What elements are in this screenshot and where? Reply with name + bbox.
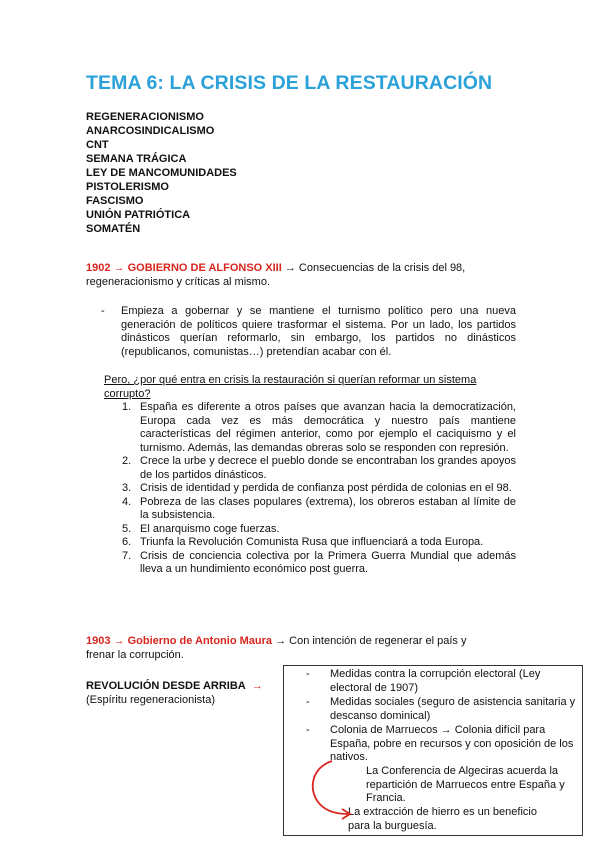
keyword: ANARCOSINDICALISMO	[86, 125, 215, 137]
keyword: REGENERACIONISMO	[86, 111, 204, 123]
list-item: 7. Crisis de conciencia colectiva por la Primera Guerra Mundial que además lleva a un hundimiento económico post guerra.	[122, 549, 516, 575]
revolucion-subtitle: (Espíritu regeneracionista)	[86, 693, 216, 706]
keyword: FASCISMO	[86, 195, 144, 207]
algeciras-note: La Conferencia de Algeciras acuerda la repartición de Marruecos entre España y Francia.	[366, 765, 565, 804]
section-1903-rest-2: frenar la corrupción.	[86, 648, 184, 661]
bullet-text: Empieza a gobernar y se mantiene el turnismo político pero una nueva generación de políticos quiere trasformar el sistema. Por un lado, los partidos dinásticos querían reformarlo, sin embargo, los partidos no dinásticos (republicanos, comunistas…) pretendían acabar con él.	[121, 305, 516, 358]
keyword: CNT	[86, 139, 109, 151]
maura-measures-box	[283, 665, 583, 836]
list-item: 4. Pobreza de las clases populares (extrema), los obreros estaban al límite de la subsistencia.	[122, 495, 516, 521]
red-arrow-icon: →	[251, 680, 263, 692]
list-item: 5. El anarquismo coge fuerzas.	[122, 522, 280, 535]
keyword: SOMATÉN	[86, 223, 141, 235]
list-item: 6. Triunfa la Revolución Comunista Rusa que influenciará a toda Europa.	[122, 536, 484, 548]
keyword: SEMANA TRÁGICA	[86, 153, 187, 165]
section-1903-heading: 1903 → Gobierno de Antonio Maura	[86, 635, 273, 647]
section-1902-intro	[86, 262, 516, 289]
list-item: 1. España es diferente a otros países que avanzan hacia la democratización, Europa cada vez es más democrática y nuestro país mantiene características del régimen anterior, como por ejemplo el caciquismo y el turnismo. Además, las demandas obreras solo se responden con represión.	[122, 401, 516, 454]
curved-arrow-icon	[304, 758, 374, 826]
hierro-note: La extracción de hierro es un beneficio para la burguesía.	[348, 806, 537, 832]
keyword: LEY DE MANCOMUNIDADES	[86, 167, 237, 179]
crisis-question: Pero, ¿por qué entra en crisis la restauración si querían reformar un sistema corrupto?	[104, 374, 477, 400]
list-item: - Medidas sociales (seguro de asistencia sanitaria y descanso dominical)	[306, 696, 576, 722]
list-item: - Medidas contra la corrupción electoral (Ley electoral de 1907)	[306, 668, 541, 694]
list-item: - Colonia de Marruecos → Colonia difícil para España, pobre en recursos y con oposición de los nativos.	[306, 724, 574, 763]
section-1902-rest: → Consecuencias de la crisis del 98,	[281, 262, 466, 274]
section-1902-heading: 1902 → GOBIERNO DE ALFONSO XIII	[86, 262, 282, 274]
causes-list	[122, 401, 516, 577]
list-item: 2. Crece la urbe y decrece el pueblo donde se encontraban los grandes apoyos de los partidos dinásticos.	[122, 455, 516, 481]
revolucion-label: REVOLUCIÓN DESDE ARRIBA	[86, 680, 246, 692]
page-title: TEMA 6: LA CRISIS DE LA RESTAURACIÓN	[86, 72, 493, 94]
keyword-list	[86, 110, 237, 236]
revolucion-block	[86, 680, 263, 707]
section-1902-rest-2: regeneracionismo y críticas al mismo.	[86, 275, 271, 288]
section-1903-rest: → Con intención de regenerar el país y	[272, 635, 467, 647]
list-item: 3. Crisis de identidad y perdida de confianza post pérdida de colonias en el 98.	[122, 482, 512, 494]
keyword: PISTOLERISMO	[86, 181, 169, 193]
section-1903-intro	[86, 635, 516, 662]
keyword: UNIÓN PATRIÓTICA	[86, 209, 191, 221]
section-1902-bullet: - Empieza a gobernar y se mantiene el turnismo político pero una nueva generación de políticos quiere trasformar el sistema. Por un lado, los partidos dinásticos querían reformarlo, sin embargo, los partidos no dinásticos (republicanos, comunistas…) pretendían acabar con él.	[101, 305, 516, 358]
